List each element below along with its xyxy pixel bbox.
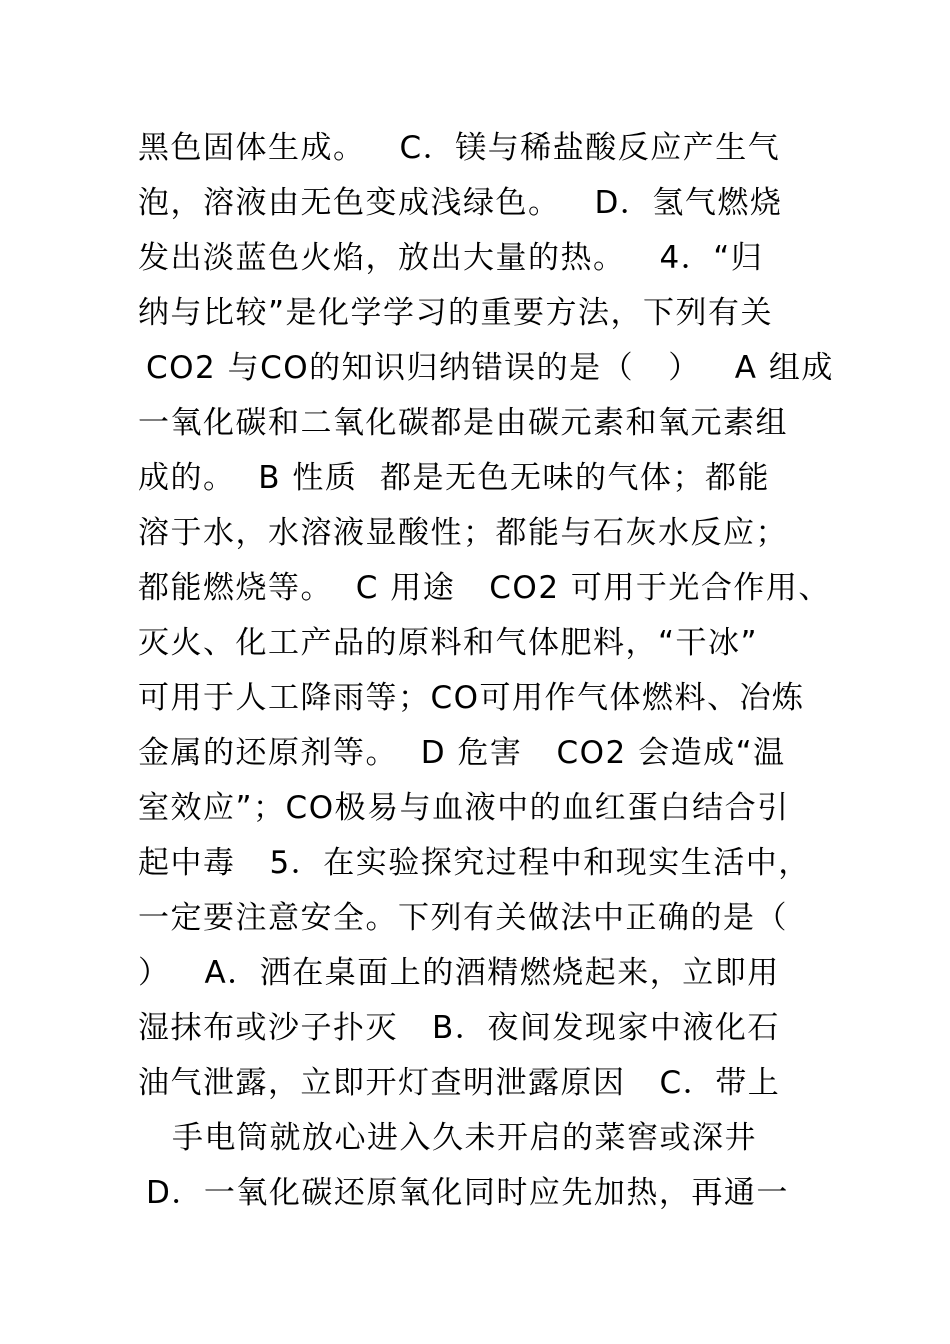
text-line: 黑色固体生成。 C．镁与稀盐酸反应产生气 <box>138 130 781 166</box>
text-line: 可用于人工降雨等；CO可用作气体燃料、冶炼 <box>138 680 805 716</box>
text-line: 一定要注意安全。下列有关做法中正确的是（ <box>138 900 788 936</box>
text-line: 成的。 B 性质 都是无色无味的气体；都能 <box>138 460 771 496</box>
text-line: 油气泄露，立即开灯查明泄露原因 C．带上 <box>138 1065 781 1101</box>
text-line: 泡，溶液由无色变成浅绿色。 D．氢气燃烧 <box>138 185 783 221</box>
text-line: CO2 与CO的知识归纳错误的是（ ） A 组成 <box>146 350 834 386</box>
text-line: 室效应”；CO极易与血液中的血红蛋白结合引 <box>138 790 790 826</box>
text-line: 起中毒 5．在实验探究过程中和现实生活中， <box>138 845 811 881</box>
text-line: 金属的还原剂等。 D 危害 CO2 会造成“温 <box>138 735 786 771</box>
text-line: 一氧化碳和二氧化碳都是由碳元素和氧元素组 <box>138 405 788 441</box>
text-line: ） A．洒在桌面上的酒精燃烧起来，立即用 <box>138 955 780 991</box>
text-line: 溶于水，水溶液显酸性；都能与石灰水反应； <box>138 515 788 551</box>
text-line: 纳与比较”是化学学习的重要方法，下列有关 <box>138 295 774 331</box>
text-line: 都能燃烧等。 C 用途 CO2 可用于光合作用、 <box>138 570 831 606</box>
text-line: D．一氧化碳还原氧化同时应先加热，再通一 <box>146 1175 789 1211</box>
text-line: 手电筒就放心进入久未开启的菜窖或深井 <box>172 1120 757 1156</box>
text-line: 发出淡蓝色火焰，放出大量的热。 4．“归 <box>138 240 764 276</box>
text-line: 湿抹布或沙子扑灭 B．夜间发现家中液化石 <box>138 1010 780 1046</box>
text-line: 灭火、化工产品的原料和气体肥料，“干冰” <box>138 625 759 661</box>
